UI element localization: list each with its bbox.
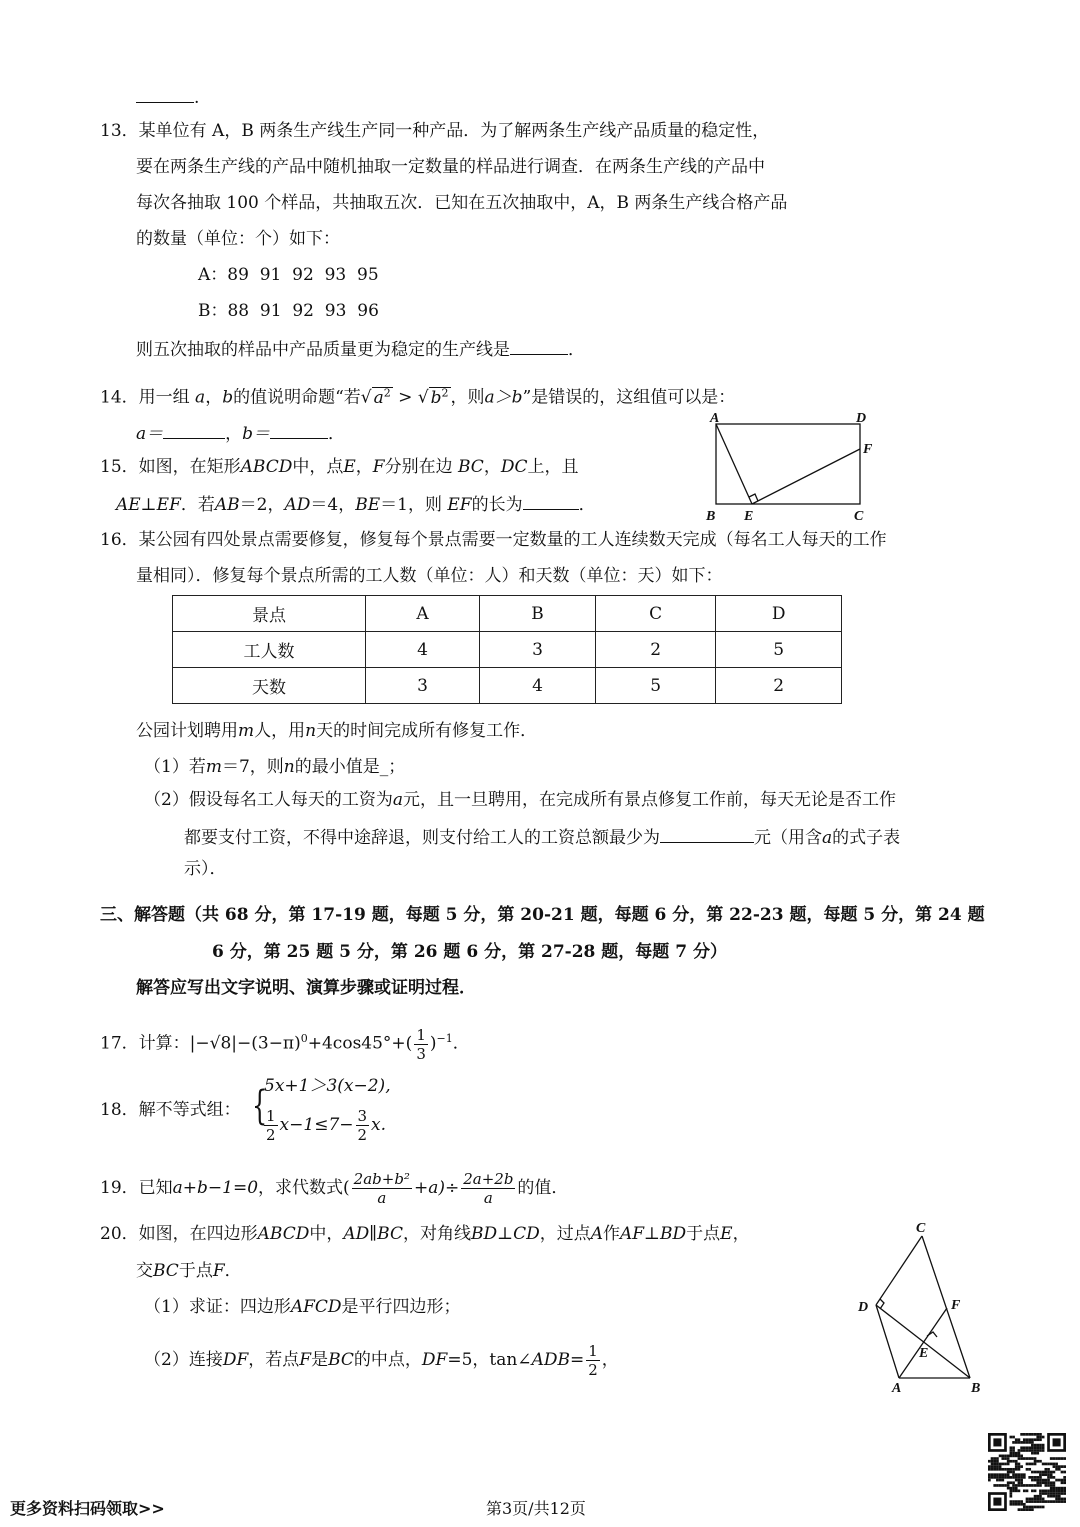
answer-blank bbox=[510, 336, 568, 355]
answer-blank bbox=[523, 491, 579, 510]
table-cell: 3 bbox=[366, 668, 480, 704]
label-e: E bbox=[744, 509, 754, 524]
answer-blank bbox=[136, 84, 194, 103]
numerator: 3 bbox=[357, 1107, 368, 1125]
fraction bbox=[414, 1026, 428, 1063]
fraction bbox=[352, 1170, 412, 1207]
var: BE bbox=[355, 495, 381, 515]
question-text: ，过点 bbox=[539, 1224, 591, 1244]
question-text: 用一组 bbox=[138, 387, 190, 408]
table-header-cell: C bbox=[595, 596, 715, 632]
part-text: 元，且一旦聘用，在完成所有景点修复工作前，每天无论是否工作 bbox=[402, 790, 896, 810]
question-number: 18． bbox=[100, 1100, 139, 1120]
math-expr: |−√8| bbox=[189, 1033, 237, 1054]
question-text: 某单位有 A，B 两条生产线生产同一种产品．为了解两条生产线产品质量的稳定性， bbox=[138, 121, 770, 141]
part-text: 的式子表 bbox=[832, 828, 901, 848]
question-text: ， bbox=[732, 1224, 750, 1244]
period: ． bbox=[224, 1261, 242, 1281]
answer-blank bbox=[270, 420, 328, 439]
left-brace: { bbox=[252, 1083, 268, 1129]
segment-ef bbox=[752, 449, 860, 504]
denominator: 2 bbox=[588, 1361, 598, 1379]
question-number: 15． bbox=[100, 457, 139, 477]
table-header-cell: A bbox=[366, 596, 480, 632]
segment-da bbox=[876, 1305, 899, 1378]
section-instruction: 解答应写出文字说明、演算步骤或证明过程． bbox=[136, 978, 476, 998]
question-number: 14． bbox=[100, 387, 139, 408]
period: ． bbox=[568, 340, 585, 360]
part-text: （2）连接 bbox=[144, 1350, 223, 1370]
comma: ， bbox=[225, 424, 243, 444]
math-expr: ( bbox=[343, 1178, 350, 1198]
label-a: A bbox=[710, 412, 720, 426]
question-number: 19． bbox=[100, 1178, 139, 1198]
question-text: ”是错误的，这组值可以是： bbox=[522, 387, 736, 408]
section-title: 三、解答题（共 68 分，第 17-19 题，每题 5 分，第 20-21 题，每题 6 分，第 22-23 题，每题 5 分，第 24 题 bbox=[100, 905, 985, 925]
table-header-cell: B bbox=[480, 596, 596, 632]
question-text: 中， bbox=[309, 1224, 344, 1244]
question-text: 于点 bbox=[686, 1224, 721, 1244]
qr-code[interactable] bbox=[988, 1433, 1066, 1511]
var-m: m bbox=[238, 721, 255, 741]
question-text: 交 bbox=[136, 1261, 153, 1281]
part-text: ，若点 bbox=[248, 1350, 300, 1370]
inequality-1: 5x+1＞3(x−2), bbox=[264, 1076, 391, 1096]
numerator: 1 bbox=[266, 1107, 276, 1125]
part-text: = bbox=[569, 1350, 585, 1370]
question-text: 如图，在四边形 bbox=[138, 1224, 258, 1244]
question-number: 13． bbox=[100, 121, 139, 141]
table-cell: 4 bbox=[366, 632, 480, 668]
part-text: （1）若 bbox=[144, 757, 206, 777]
label-d: D bbox=[856, 412, 867, 426]
question-text: 人，用 bbox=[254, 721, 306, 741]
segment-ae bbox=[716, 424, 752, 504]
var: DF bbox=[222, 1350, 249, 1370]
table-cell: 4 bbox=[480, 668, 596, 704]
label-e: E bbox=[919, 1346, 929, 1361]
var-n: n bbox=[305, 721, 317, 741]
question-text: 某公园有四处景点需要修复，修复每个景点需要一定数量的工人连续数天完成（每名工人每天的工作 bbox=[138, 530, 887, 550]
question-text: ，对角线 bbox=[402, 1224, 471, 1244]
exponent: 0 bbox=[300, 1032, 308, 1045]
table-header-row bbox=[173, 596, 842, 632]
fraction bbox=[356, 1107, 370, 1144]
part-text: 的最小值是 bbox=[294, 757, 380, 777]
label-f: F bbox=[863, 442, 873, 457]
question-text: 每次各抽取 100 个样品，共抽取五次．已知在五次抽取中，A，B 两条生产线合格产品 bbox=[136, 193, 788, 213]
answer-b-label: b＝ bbox=[242, 424, 271, 444]
label-d: D bbox=[858, 1300, 869, 1315]
inequality-2 bbox=[262, 1107, 386, 1144]
data-row-b: B：88 91 92 93 96 bbox=[198, 301, 379, 321]
segment-cb bbox=[922, 1236, 970, 1378]
fraction bbox=[264, 1107, 278, 1144]
var: AD∥BC bbox=[343, 1224, 403, 1244]
question-17 bbox=[100, 1025, 470, 1063]
label-f: F bbox=[951, 1298, 961, 1313]
repair-table bbox=[172, 595, 842, 704]
part-text: 的中点， bbox=[353, 1350, 422, 1370]
table-cell: 2 bbox=[716, 668, 842, 704]
data-row-a: A：89 91 92 93 95 bbox=[198, 265, 379, 285]
var: ABCD bbox=[257, 1224, 310, 1244]
question-text: 公园计划聘用 bbox=[136, 721, 238, 741]
answer-a-label: a＝ bbox=[136, 424, 164, 444]
segment-cd bbox=[876, 1236, 922, 1305]
question-text: 的值说明命题“若 bbox=[233, 387, 361, 408]
comma: ， bbox=[483, 457, 501, 477]
segment-af bbox=[899, 1308, 947, 1378]
part-text: （1）求证：四边形 bbox=[144, 1297, 291, 1317]
var-a: a bbox=[822, 828, 833, 848]
fraction bbox=[586, 1342, 600, 1379]
period: . bbox=[194, 88, 200, 108]
label-b: B bbox=[971, 1381, 981, 1393]
question-text: ＝4， bbox=[310, 495, 356, 515]
var: F bbox=[372, 457, 385, 477]
rectangle-figure bbox=[700, 412, 890, 524]
var: BD⊥CD bbox=[470, 1224, 540, 1244]
math-expr: −(3−π) bbox=[237, 1033, 301, 1054]
table-cell: 3 bbox=[480, 632, 596, 668]
table-cell: 5 bbox=[595, 668, 715, 704]
period: ． bbox=[578, 495, 596, 515]
numerator: 1 bbox=[588, 1342, 598, 1360]
var: A bbox=[590, 1224, 603, 1244]
math-expr: x−1≤7− bbox=[279, 1115, 354, 1135]
var: AF⊥BD bbox=[619, 1224, 687, 1244]
table-header-cell: 景点 bbox=[173, 596, 366, 632]
math-expr: ) bbox=[429, 1033, 437, 1054]
part-text: 示）． bbox=[184, 859, 227, 879]
table-row bbox=[173, 668, 842, 704]
right-angle-mark-d bbox=[880, 1299, 884, 1309]
inequality: a＞b bbox=[484, 387, 523, 408]
prev-answer-blank bbox=[136, 84, 199, 110]
question-19 bbox=[100, 1168, 568, 1208]
question-text: ＝1，则 bbox=[380, 495, 442, 515]
var: E bbox=[343, 457, 356, 477]
question-text: 的数量（单位：个）如下： bbox=[136, 229, 340, 249]
denominator: a bbox=[483, 1189, 493, 1207]
question-text: ．若 bbox=[180, 495, 215, 515]
footer-promo-link[interactable]: 更多资料扫码领取>> bbox=[10, 1499, 165, 1518]
var: BC bbox=[328, 1350, 354, 1370]
var: F bbox=[299, 1350, 312, 1370]
denominator: 3 bbox=[416, 1044, 426, 1063]
var: ADB bbox=[531, 1350, 570, 1370]
part-text: 是 bbox=[311, 1350, 329, 1370]
var-n: n bbox=[283, 757, 295, 777]
period: ． bbox=[452, 1033, 470, 1054]
question-text: 则五次抽取的样品中产品质量更为稳定的生产线是 bbox=[136, 340, 510, 360]
question-text: 作 bbox=[602, 1224, 620, 1244]
denominator: a bbox=[377, 1189, 387, 1207]
part-text: 都要支付工资，不得中途辞退，则支付给工人的工资总额最少为 bbox=[184, 828, 660, 848]
table-row bbox=[173, 632, 842, 668]
var: AD bbox=[284, 495, 311, 515]
question-text: 天的时间完成所有修复工作． bbox=[316, 721, 538, 741]
comma: ， bbox=[355, 457, 373, 477]
answer-blank bbox=[660, 824, 754, 843]
var: AFCD bbox=[290, 1297, 342, 1317]
part-text: （2）假设每名工人每天的工资为 bbox=[144, 790, 393, 810]
table-cell: 2 bbox=[595, 632, 715, 668]
var: BC bbox=[458, 457, 484, 477]
question-text: 计算： bbox=[138, 1033, 190, 1054]
part-text: 是平行四边形； bbox=[341, 1297, 461, 1317]
question-text: 如图，在矩形 bbox=[138, 457, 241, 477]
part-text: =5，tan∠ bbox=[447, 1350, 532, 1370]
math-expr: a+b−1=0 bbox=[172, 1178, 259, 1198]
table-cell: 5 bbox=[716, 632, 842, 668]
var: BC bbox=[153, 1261, 179, 1281]
math-expr: +a)÷ bbox=[413, 1178, 460, 1198]
table-cell: 天数 bbox=[173, 668, 366, 704]
table-cell: 工人数 bbox=[173, 632, 366, 668]
sqrt-inequality: √ $a^2$ > √ $b^2$ bbox=[360, 386, 449, 408]
comma: ， bbox=[205, 387, 223, 408]
denominator: 2 bbox=[357, 1126, 368, 1144]
var-b: b bbox=[222, 387, 234, 408]
period: ． bbox=[328, 424, 346, 444]
question-text: 量相同）．修复每个景点所需的工人数（单位：人）和天数（单位：天）如下： bbox=[136, 566, 723, 586]
question-text: 的长为 bbox=[471, 495, 523, 515]
fraction bbox=[461, 1170, 515, 1207]
denominator: 2 bbox=[266, 1126, 276, 1144]
question-text: 要在两条生产线的产品中随机抽取一定数量的样品进行调查．在两条生产线的产品中 bbox=[136, 157, 765, 177]
right-angle-mark-e bbox=[927, 1332, 937, 1337]
var: AE⊥EF bbox=[116, 495, 181, 515]
question-text: 已知 bbox=[138, 1178, 173, 1198]
question-text: 于点 bbox=[178, 1261, 213, 1281]
part-text: 元（用含 bbox=[754, 828, 822, 848]
var-m: m bbox=[205, 757, 222, 777]
var: E bbox=[720, 1224, 733, 1244]
segment-db bbox=[876, 1305, 970, 1378]
question-text: 的值． bbox=[517, 1178, 569, 1198]
rectangle-abcd bbox=[716, 424, 860, 504]
question-text: 上，且 bbox=[527, 457, 579, 477]
question-text: 解不等式组： bbox=[138, 1100, 241, 1120]
label-b: B bbox=[706, 509, 716, 524]
numerator: 1 bbox=[416, 1025, 426, 1044]
label-c: C bbox=[916, 1221, 926, 1236]
label-a: A bbox=[892, 1381, 902, 1393]
var: F bbox=[212, 1261, 225, 1281]
var: DC bbox=[500, 457, 528, 477]
section-title-cont: 6 分，第 25 题 5 分，第 26 题 6 分，第 27-28 题，每题 7 分） bbox=[212, 942, 727, 962]
numerator: 2a+2b bbox=[463, 1170, 514, 1188]
var: DF bbox=[421, 1350, 448, 1370]
exponent: −1 bbox=[436, 1032, 453, 1045]
answer-blank bbox=[163, 420, 225, 439]
part-text: ＝7，则 bbox=[221, 757, 284, 777]
answer-blank: _； bbox=[379, 757, 406, 777]
math-expr: x. bbox=[371, 1115, 387, 1135]
question-text: 中，点 bbox=[292, 457, 344, 477]
var-a: a bbox=[195, 387, 206, 408]
page-number: 第3页/共12页 bbox=[486, 1499, 586, 1518]
var-a: a bbox=[392, 790, 403, 810]
question-number: 20． bbox=[100, 1224, 139, 1244]
question-number: 16． bbox=[100, 530, 139, 550]
var: AB bbox=[214, 495, 240, 515]
question-text: ，求代数式 bbox=[258, 1178, 344, 1198]
question-text: 分别在边 bbox=[384, 457, 453, 477]
table-header-cell: D bbox=[716, 596, 842, 632]
comma: ， bbox=[601, 1350, 619, 1370]
label-c: C bbox=[854, 509, 864, 524]
numerator: 2ab+b² bbox=[353, 1170, 410, 1188]
question-number: 17． bbox=[100, 1033, 139, 1054]
question-text: ＝2， bbox=[239, 495, 285, 515]
var: ABCD bbox=[240, 457, 293, 477]
question-text: ，则 bbox=[450, 387, 485, 408]
var: EF bbox=[447, 495, 472, 515]
quadrilateral-figure bbox=[852, 1218, 992, 1393]
math-expr: +4cos45°+( bbox=[307, 1033, 413, 1054]
